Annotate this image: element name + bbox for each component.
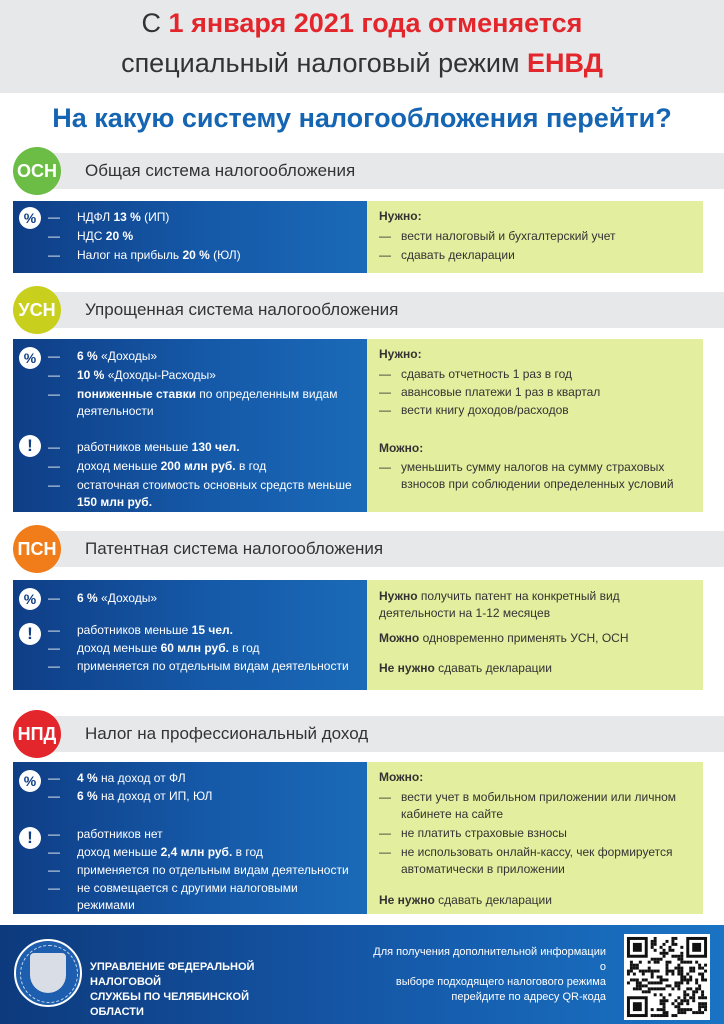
more-info-text [368, 945, 606, 1005]
osn-rates-panel [13, 201, 367, 273]
item-text-bold: 2,4 млн руб. [160, 845, 233, 859]
percent-icon: % [19, 347, 41, 369]
headline-cancel: отменяется [428, 8, 583, 38]
item-text-plain: применяется по отдельным видам деятельности [77, 863, 349, 877]
percent-icon: % [19, 588, 41, 610]
list-item [379, 825, 697, 842]
list-item [48, 247, 358, 264]
item-text [77, 622, 358, 639]
requirement-label: Не нужно [379, 661, 435, 675]
item-text [77, 458, 358, 475]
item-text-bold: 10 % [77, 368, 105, 382]
headline-envd: ЕНВД [527, 48, 603, 78]
list-item [379, 459, 697, 493]
item-text: авансовые платежи 1 раз в квартал [401, 385, 601, 399]
requirement-text: одновременно применять УСН, ОСН [419, 631, 629, 645]
dash-bullet: — [379, 229, 391, 243]
item-text-bold: 20 % [182, 248, 210, 262]
item-text [77, 228, 358, 245]
item-text-plain: в год [232, 845, 263, 859]
percent-icon: % [19, 770, 41, 792]
item-text-plain: в год [228, 641, 260, 655]
item-text [77, 880, 358, 914]
dash-bullet: — [48, 845, 60, 859]
dash-bullet: — [48, 881, 60, 895]
footer [0, 925, 724, 1024]
need-label: Нужно: [379, 209, 422, 223]
item-text [77, 590, 358, 607]
list-item [379, 247, 697, 264]
item-text [77, 367, 358, 384]
section-title: Общая система налогообложения [85, 161, 356, 180]
item-text [77, 826, 358, 843]
dash-bullet: — [379, 790, 391, 804]
item-text: сдавать отчетность 1 раз в год [401, 367, 573, 381]
list-item [48, 228, 358, 245]
dash-bullet: — [48, 827, 60, 841]
dash-bullet: — [48, 387, 60, 401]
item-text-bold: 150 млн руб. [77, 495, 153, 509]
org-line-2: СЛУЖБЫ ПО ЧЕЛЯБИНСКОЙ ОБЛАСТИ [90, 991, 249, 1018]
item-text-plain: (ЮЛ) [209, 248, 241, 262]
item-text: вести налоговый и бухгалтерский учет [401, 229, 616, 243]
dash-bullet: — [379, 826, 391, 840]
section-header-psn [0, 531, 724, 567]
info-line-1: Для получения дополнительной информации о [373, 946, 606, 973]
psn-rates-panel [13, 580, 367, 690]
item-text-bold: 6 % [77, 591, 98, 605]
usn-requirements-panel [367, 339, 703, 512]
list-item [48, 770, 358, 787]
item-text-plain: «Доходы-Расходы» [104, 368, 216, 382]
list-item [48, 439, 358, 456]
qr-code-icon[interactable] [624, 934, 710, 1020]
item-text: не использовать онлайн-кассу, чек формируется автоматически в приложении [401, 845, 673, 876]
fns-emblem-icon [14, 939, 82, 1007]
item-text-plain: работников меньше [77, 440, 192, 454]
requirement-text: сдавать декларации [434, 661, 552, 675]
usn-badge: УСН [13, 286, 61, 334]
list-item [48, 348, 358, 365]
dash-bullet: — [48, 440, 60, 454]
exclamation-icon: ! [19, 623, 41, 645]
item-text-bold: 60 млн руб. [160, 641, 229, 655]
org-line-1: УПРАВЛЕНИЕ ФЕДЕРАЛЬНОЙ НАЛОГОВОЙ [90, 961, 255, 988]
item-text-bold: 6 % [77, 789, 98, 803]
dash-bullet: — [48, 248, 60, 262]
item-text-bold: 20 % [105, 229, 134, 243]
item-text [77, 439, 358, 456]
item-text [77, 386, 358, 420]
item-text-plain: в год [235, 459, 267, 473]
item-text-bold: пониженные ставки [77, 387, 196, 401]
list-item [379, 402, 697, 419]
section-header-osn [0, 153, 724, 189]
item-text-plain: применяется по отдельным видам деятельности [77, 659, 349, 673]
list-item [48, 640, 358, 657]
usn-rates-panel [13, 339, 367, 512]
section-header-npd [0, 716, 724, 752]
dash-bullet: — [379, 460, 391, 474]
dash-bullet: — [48, 478, 60, 492]
list-item [48, 862, 358, 879]
item-text [77, 247, 358, 264]
headline-prefix: С [141, 8, 162, 38]
item-text-plain: работников нет [77, 827, 163, 841]
dash-bullet: — [48, 368, 60, 382]
item-text-bold: 13 % [113, 210, 141, 224]
item-text-plain: «Доходы» [97, 591, 158, 605]
item-text: вести учет в мобильном приложении или личном кабинете на сайте [401, 790, 677, 821]
section-title: Налог на профессиональный доход [85, 724, 369, 743]
dash-bullet: — [48, 771, 60, 785]
can-label: Можно: [379, 441, 424, 455]
item-text-plain: «Доходы» [97, 349, 158, 363]
item-text-bold: 130 чел. [191, 440, 240, 454]
item-text-bold: 200 млн руб. [160, 459, 236, 473]
exclamation-icon: ! [19, 435, 41, 457]
item-text: уменьшить сумму налогов на сумму страховых взносов при соблюдении определенных условий [401, 460, 674, 491]
section-header-usn [0, 292, 724, 328]
item-text-bold: 4 % [77, 771, 98, 785]
item-text-plain: работников меньше [77, 623, 192, 637]
item-text: не платить страховые взносы [401, 826, 567, 840]
item-text-plain: на доход от ИП, ЮЛ [97, 789, 213, 803]
npd-requirements-panel [367, 762, 703, 914]
list-item [379, 789, 697, 823]
list-item [48, 477, 358, 511]
item-text [77, 788, 358, 805]
list-item [379, 384, 697, 401]
list-item [48, 458, 358, 475]
item-text-plain: Налог на прибыль [77, 248, 183, 262]
item-text-plain: по определенным видам деятельности [77, 387, 338, 418]
list-item [48, 658, 358, 675]
list-item [48, 590, 358, 607]
item-text [77, 658, 358, 675]
headline-date: 1 января 2021 года [168, 8, 421, 38]
requirement-line [379, 630, 697, 647]
percent-icon: % [19, 207, 41, 229]
list-item [48, 880, 358, 914]
item-text-plain: (ИП) [140, 210, 170, 224]
dash-bullet: — [379, 367, 391, 381]
headline-line-1 [0, 8, 724, 39]
requirement-label: Можно [379, 631, 420, 645]
item-text [77, 862, 358, 879]
psn-requirements-panel [367, 580, 703, 690]
npd-no-need [379, 892, 697, 909]
page-title: На какую систему налогообложения перейти? [52, 103, 672, 133]
list-item [48, 826, 358, 843]
item-text-plain: доход меньше [77, 641, 161, 655]
list-item [48, 622, 358, 639]
header-band [0, 0, 724, 93]
item-text-bold: 15 чел. [191, 623, 233, 637]
dash-bullet: — [48, 623, 60, 637]
item-text-plain: доход меньше [77, 845, 161, 859]
npd-rates-panel [13, 762, 367, 914]
item-text [77, 770, 358, 787]
dash-bullet: — [379, 845, 391, 859]
headline-regime: специальный налоговый режим [121, 48, 520, 78]
dash-bullet: — [48, 659, 60, 673]
list-item [379, 228, 697, 245]
item-text: сдавать декларации [401, 248, 515, 262]
item-text [77, 348, 358, 365]
headline-line-2 [0, 48, 724, 79]
list-item [48, 788, 358, 805]
requirement-label: Нужно [379, 589, 418, 603]
list-item [48, 386, 358, 420]
info-line-3: перейдите по адресу QR-кода [451, 991, 606, 1003]
can-label: Можно: [379, 770, 424, 784]
dash-bullet: — [48, 641, 60, 655]
item-text-bold: 6 % [77, 349, 98, 363]
dash-bullet: — [379, 385, 391, 399]
no-need-label: Не нужно [379, 893, 435, 907]
no-need-text: сдавать декларации [434, 893, 552, 907]
item-text-plain: на доход от ФЛ [97, 771, 186, 785]
dash-bullet: — [48, 459, 60, 473]
organization-name [90, 960, 290, 1020]
dash-bullet: — [48, 863, 60, 877]
item-text-plain: доход меньше [77, 459, 161, 473]
info-line-2: выборе подходящего налогового режима [395, 976, 606, 988]
requirement-line [379, 588, 697, 622]
list-item [379, 366, 697, 383]
section-title: Патентная система налогообложения [85, 539, 384, 558]
item-text: вести книгу доходов/расходов [401, 403, 569, 417]
dash-bullet: — [48, 349, 60, 363]
section-title: Упрощенная система налогообложения [85, 300, 399, 319]
item-text [77, 844, 358, 861]
list-item [48, 209, 358, 226]
list-item [379, 844, 697, 878]
osn-badge: ОСН [13, 147, 61, 195]
item-text-plain: НДФЛ [77, 210, 114, 224]
list-item [48, 367, 358, 384]
item-text-plain: не совмещается с другими налоговыми режимами [77, 881, 298, 912]
item-text [77, 209, 358, 226]
dash-bullet: — [48, 591, 60, 605]
item-text-plain: НДС [77, 229, 106, 243]
dash-bullet: — [48, 210, 60, 224]
osn-requirements-panel [367, 201, 703, 273]
eagle-shield-icon [30, 953, 66, 993]
requirement-text: получить патент на конкретный вид деятельности на 1-12 месяцев [379, 589, 620, 620]
dash-bullet: — [48, 229, 60, 243]
exclamation-icon: ! [19, 827, 41, 849]
need-label: Нужно: [379, 347, 422, 361]
item-text [77, 640, 358, 657]
npd-badge: НПД [13, 710, 61, 758]
psn-badge: ПСН [13, 525, 61, 573]
list-item [48, 844, 358, 861]
dash-bullet: — [379, 248, 391, 262]
dash-bullet: — [379, 403, 391, 417]
item-text-plain: остаточная стоимость основных средств меньше [77, 478, 352, 492]
item-text [77, 477, 358, 511]
requirement-line [379, 660, 697, 677]
dash-bullet: — [48, 789, 60, 803]
